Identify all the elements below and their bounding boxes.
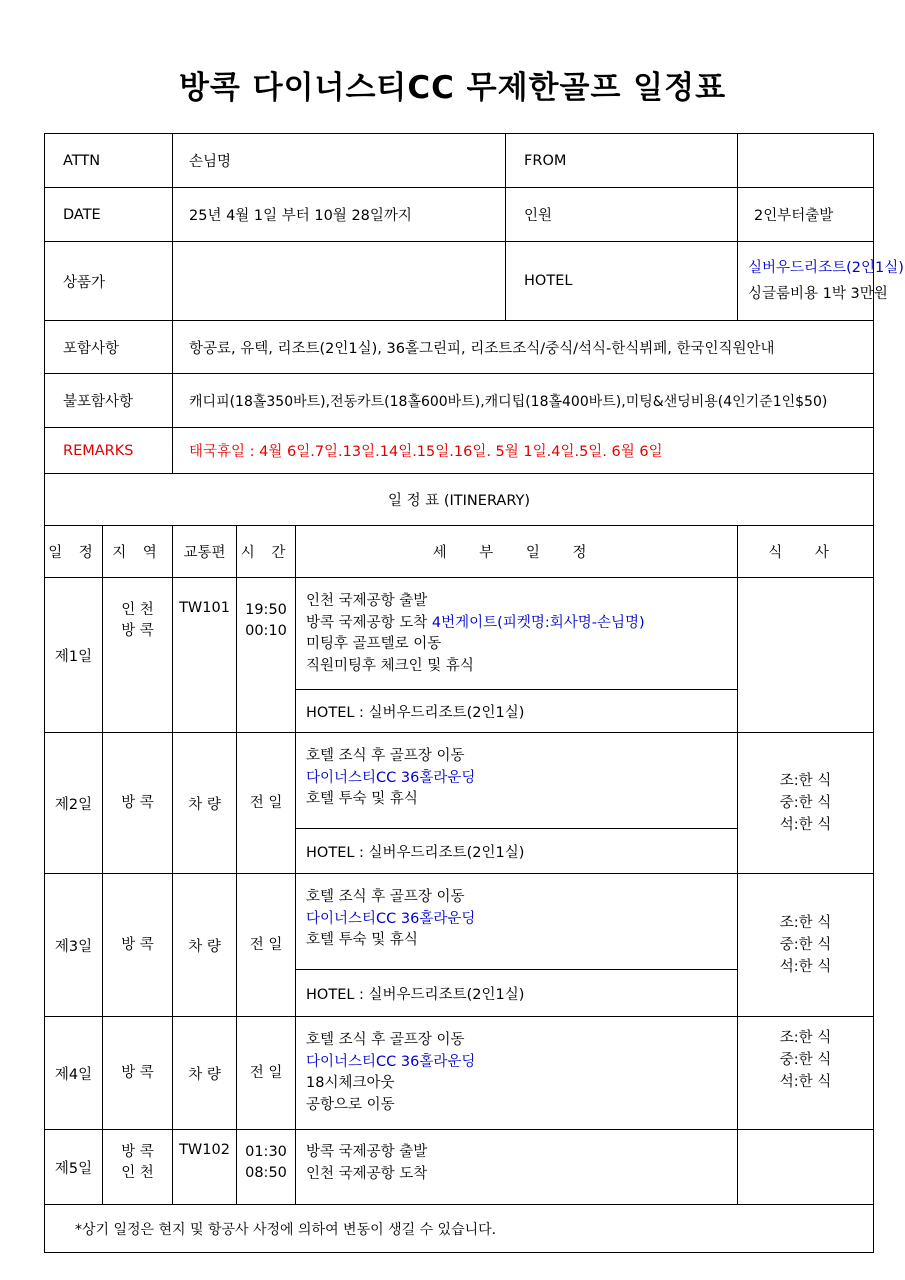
meal-cell: [738, 578, 874, 733]
detail-line: [306, 1142, 737, 1164]
region: 인 천: [121, 602, 154, 618]
day-row: [45, 1017, 874, 1130]
detail-text: 직원미팅후 체크인 및 휴식: [306, 657, 474, 674]
price-value: [173, 242, 506, 321]
itinerary-table: [44, 133, 904, 1253]
day-row: [45, 1130, 874, 1205]
time: 08:50: [245, 1165, 287, 1181]
page-title: 방콕 다이너스티CC 무제한골프 일정표: [178, 70, 727, 106]
transport: 차 량: [173, 733, 237, 874]
time: 00:10: [245, 623, 287, 639]
time: 전 일: [249, 794, 283, 811]
from-label: FROM: [506, 134, 738, 188]
column-header: 식 사: [738, 526, 874, 578]
hotel-name: 실버우드리조트(2인1실): [748, 260, 904, 276]
remarks-label: REMARKS: [45, 428, 173, 474]
detail-line: [306, 1030, 737, 1052]
detail-line: [306, 1095, 737, 1117]
detail-text: 인천 국제공항 출발: [306, 593, 428, 609]
column-header: 지 역: [103, 526, 173, 578]
people-label: 인원: [506, 188, 738, 242]
remarks-value: 태국휴일 : 4월 6일.7일.13일.14일.15일.16일. 5월 1일.4일.5일. 6월 6일: [173, 428, 874, 474]
time-cell: [237, 578, 296, 733]
column-header: 시 간: [237, 526, 296, 578]
transport: 차 량: [173, 1017, 237, 1130]
region-cell: [103, 733, 173, 874]
excluded-value: 캐디피(18홀350바트),전동카트(18홀600바트),캐디팁(18홀400바트),미팅&샌딩비용(4인기준1인$50): [173, 374, 874, 428]
meal: 석:한 식: [779, 817, 832, 833]
day-label: 제3일: [45, 874, 103, 1017]
meal: 조:한 식: [779, 1030, 832, 1046]
included-value: 항공료, 유텍, 리조트(2인1실), 36홀그린피, 리조트조식/중식/석식-한식뷔페, 한국인직원안내: [173, 321, 874, 374]
day-label: 제4일: [45, 1017, 103, 1130]
time: 19:50: [245, 602, 287, 618]
day-row: [45, 874, 874, 970]
region-cell: [103, 1017, 173, 1130]
detail-cell: [296, 578, 738, 690]
time-cell: [237, 1130, 296, 1205]
detail-line: [306, 887, 737, 909]
detail-line: [306, 1164, 737, 1186]
detail-text: 다이너스티CC 36홀라운딩: [306, 769, 476, 786]
meal: 석:한 식: [779, 959, 832, 975]
price-label: 상품가: [45, 242, 173, 321]
region-cell: [103, 578, 173, 733]
detail-text: 공항으로 이동: [306, 1096, 395, 1113]
meal: 중:한 식: [779, 795, 832, 811]
day-hotel: HOTEL : 실버우드리조트(2인1실): [296, 970, 738, 1017]
meal-cell: [738, 1017, 874, 1130]
attn-label: ATTN: [45, 134, 173, 188]
time: 전 일: [249, 936, 283, 953]
included-label: 포함사항: [45, 321, 173, 374]
date-label: DATE: [45, 188, 173, 242]
excluded-label: 불포함사항: [45, 374, 173, 428]
hotel-info: [738, 242, 904, 321]
detail-text: 다이너스티CC 36홀라운딩: [306, 1053, 476, 1070]
detail-text: 호텔 조식 후 골프장 이동: [306, 1032, 465, 1048]
detail-text: 방콕 국제공항 출발: [306, 1144, 428, 1160]
column-header: 세 부 일 정: [296, 526, 738, 578]
region: 방 콕: [121, 1144, 154, 1160]
gate-info: 4번게이트(피켓명:회사명-손님명): [431, 614, 645, 631]
detail-text: 호텔 조식 후 골프장 이동: [306, 748, 465, 764]
region: 방 콕: [121, 936, 154, 953]
region: 방 콕: [121, 623, 154, 639]
day-row: [45, 733, 874, 829]
detail-text: 18시체크아웃: [306, 1075, 395, 1091]
transport: TW101: [173, 578, 237, 733]
detail-text: 호텔 투숙 및 휴식: [306, 932, 418, 948]
detail-cell: [296, 1130, 738, 1205]
detail-line: [306, 1073, 737, 1095]
day-label: 제5일: [45, 1130, 103, 1205]
itinerary-header: [45, 526, 874, 578]
detail-line: [306, 909, 737, 931]
footnote: *상기 일정은 현지 및 항공사 사정에 의하여 변동이 생길 수 있습니다.: [45, 1205, 874, 1253]
region: 인 천: [121, 1165, 154, 1181]
detail-line: [306, 930, 737, 952]
meal-cell: [738, 1130, 874, 1205]
day-label: 제1일: [45, 578, 103, 733]
meal: 석:한 식: [779, 1074, 832, 1090]
itinerary-title: 일 정 표 (ITINERARY): [45, 474, 874, 526]
people-value: 2인부터출발: [738, 188, 874, 242]
meal: 중:한 식: [779, 1052, 832, 1068]
transport: TW102: [173, 1130, 237, 1205]
region: 방 콕: [121, 1064, 154, 1081]
footnote-row: [45, 1205, 874, 1253]
detail-line: [306, 591, 737, 613]
meal-cell: [738, 733, 874, 874]
time-cell: [237, 733, 296, 874]
region-cell: [103, 1130, 173, 1205]
detail-text: 미팅후 골프텔로 이동: [306, 636, 442, 652]
detail-line: [306, 1052, 737, 1074]
meal-cell: [738, 874, 874, 1017]
time-cell: [237, 1017, 296, 1130]
detail-line: [306, 789, 737, 811]
column-header: 일 정: [45, 526, 103, 578]
detail-cell: [296, 733, 738, 829]
detail-text: 호텔 조식 후 골프장 이동: [306, 889, 465, 905]
time-cell: [237, 874, 296, 1017]
detail-line: [306, 768, 737, 790]
region-cell: [103, 874, 173, 1017]
time: 전 일: [249, 1064, 283, 1081]
hotel-label: HOTEL: [506, 242, 738, 321]
day-row: [45, 578, 874, 690]
time: 01:30: [245, 1144, 287, 1160]
detail-cell: [296, 874, 738, 970]
detail-text: 인천 국제공항 도착: [306, 1165, 428, 1182]
day-hotel: HOTEL : 실버우드리조트(2인1실): [296, 829, 738, 874]
region: 방 콕: [121, 794, 154, 811]
detail-cell: [296, 1017, 738, 1130]
hotel-single-fee: 싱글룸비용 1박 3만원: [748, 286, 888, 302]
detail-line: [306, 746, 737, 768]
detail-text: 호텔 투숙 및 휴식: [306, 791, 418, 807]
from-value: [738, 134, 874, 188]
meal: 조:한 식: [779, 915, 832, 931]
detail-text: 다이너스티CC 36홀라운딩: [306, 910, 476, 927]
attn-value: 손님명: [173, 134, 506, 188]
day-hotel: HOTEL : 실버우드리조트(2인1실): [296, 690, 738, 733]
detail-line: [306, 656, 737, 678]
transport: 차 량: [173, 874, 237, 1017]
meal: 조:한 식: [779, 773, 832, 789]
detail-line: [306, 634, 737, 656]
column-header: 교통편: [173, 526, 237, 578]
day-label: 제2일: [45, 733, 103, 874]
meal: 중:한 식: [779, 937, 832, 953]
detail-line: [306, 613, 737, 635]
date-value: 25년 4월 1일 부터 10월 28일까지: [173, 188, 506, 242]
detail-text: 방콕 국제공항 도착: [306, 614, 432, 631]
